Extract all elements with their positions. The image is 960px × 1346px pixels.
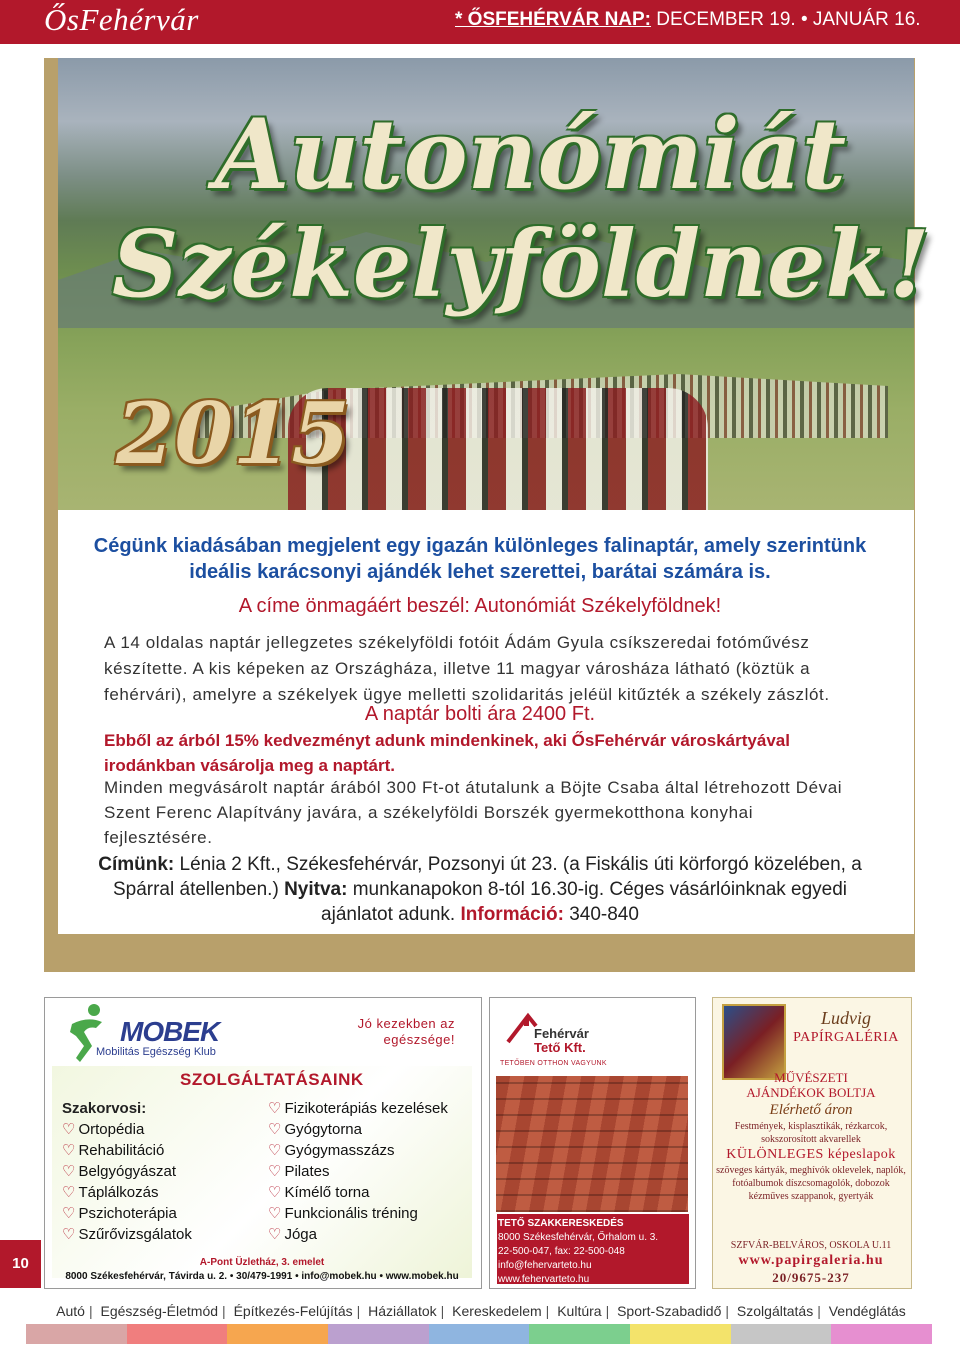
poster-title-line1: Autonómiát	[215, 98, 847, 211]
list-item: ♡ Pilates	[268, 1163, 330, 1180]
heart-icon: ♡	[62, 1226, 76, 1243]
ludvig-name: Ludvig	[820, 1008, 871, 1028]
footer-category[interactable]: Autó	[56, 1303, 85, 1319]
page-number: 10	[0, 1240, 41, 1288]
address-text: Lénia 2 Kft., Székesfehérvár, Pozsonyi út 23. (a Fiskális úti körforgó közelében, a Spárral átellenben.)	[112, 854, 862, 900]
list-item: ♡ Fizikoterápiás kezelések	[268, 1100, 448, 1117]
heart-icon: ♡	[268, 1205, 282, 1222]
color-segment	[26, 1324, 127, 1344]
teto-tagline: TETŐBEN OTTHON VAGYUNK	[500, 1060, 607, 1067]
ludvig-subtitle: PAPÍRGALÉRIA	[793, 1030, 899, 1045]
teto-address: 8000 Székesfehérvár, Őrhalom u. 3.	[498, 1232, 659, 1243]
color-segment	[429, 1324, 530, 1344]
discount-paragraph: Ebből az árból 15% kedvezményt adunk mindenkinek, aki ŐsFehérvár városkártyával irodánkban vásárolja meg a naptárt.	[104, 731, 790, 775]
poster-year: 2015	[116, 384, 350, 483]
info-phone: 340-840	[563, 904, 639, 925]
event-date-text: DECEMBER 19. • JANUÁR 16.	[651, 9, 921, 30]
heart-icon: ♡	[268, 1121, 282, 1138]
mobek-address-line1: A-Pont Üzletház, 3. emelet	[199, 1257, 325, 1268]
body-paragraph-1: A 14 oldalas naptár jellegzetes székelyföldi fotóit Ádám Gyula csíkszeredai fotóművész készítette. A kis képeken az Országháza, illetve 11 magyar városháza látható (köztük a fehérvári), amelyre a székelyek ügye melletti szolidaritás jeléül kitűzték a székely zászlót.	[104, 633, 830, 704]
list-item: ♡ Szűrővizsgálatok	[62, 1226, 192, 1243]
color-segment	[227, 1324, 328, 1344]
opening-label: Nyitva:	[284, 879, 348, 900]
list-item: ♡ Gyógymasszázs	[268, 1142, 395, 1159]
teto-title: TETŐ SZAKKERESKEDÉS	[498, 1218, 624, 1229]
mobek-brand-name: MOBEK	[120, 1016, 220, 1047]
teto-brand-line1: Fehérvár	[534, 1026, 589, 1041]
list-item: ♡ Belgyógyászat	[62, 1163, 177, 1180]
ludvig-line1: MŰVÉSZETI	[774, 1070, 848, 1085]
category-color-bar	[26, 1324, 932, 1344]
ludvig-line6: szöveges kártyák, meghívók oklevelek, naplók, fotóalbumok díszcsomagolók, dobozok kézműves szappanok, gyertyák	[716, 1165, 906, 1202]
heart-icon: ♡	[62, 1205, 76, 1222]
price-line: A naptár bolti ára 2400 Ft.	[364, 703, 596, 725]
opening-text: munkanapokon 8-tól 16.30-ig. Céges vásárlóinknak egyedi ajánlatot adunk.	[321, 879, 848, 925]
specialist-title: Szakorvosi:	[62, 1100, 147, 1117]
address-block	[90, 852, 870, 927]
heart-icon: ♡	[268, 1163, 282, 1180]
heart-icon: ♡	[62, 1163, 76, 1180]
heart-icon: ♡	[268, 1142, 282, 1159]
list-item: ♡ Pszichoterápia	[62, 1205, 177, 1222]
list-item: ♡ Ortopédia	[62, 1121, 145, 1138]
address-label: Címünk:	[98, 854, 175, 875]
services-title: SZOLGÁLTATÁSAINK	[180, 1070, 364, 1089]
list-item: ♡ Rehabilitáció	[62, 1142, 165, 1159]
mobek-address-line2: 8000 Székesfehérvár, Távirda u. 2. • 30/479-1991 • info@mobek.hu • www.mobek.hu	[65, 1271, 459, 1282]
mobek-slogan: Jó kezekben az egészsége!	[357, 1016, 455, 1047]
services-list	[268, 1098, 448, 1245]
list-item: ♡ Funkcionális tréning	[268, 1205, 418, 1222]
osfehervar-logo: ŐsFehérvár	[44, 2, 199, 37]
ludvig-line4: Festmények, kisplasztikák, rézkarcok, sokszorosított akvarellek	[734, 1121, 888, 1145]
dancers-silhouette	[288, 388, 708, 510]
heart-icon: ♡	[62, 1184, 76, 1201]
list-item: ♡ Gyógytorna	[268, 1121, 362, 1138]
event-date-prefix: * ŐSFEHÉRVÁR NAP:	[455, 9, 652, 30]
color-segment	[529, 1324, 630, 1344]
ludvig-line3: Elérhető áron	[769, 1102, 853, 1118]
specialist-list	[62, 1119, 192, 1245]
teto-email: info@fehervarteto.hu	[498, 1260, 592, 1271]
color-segment	[127, 1324, 228, 1344]
heart-icon: ♡	[62, 1142, 76, 1159]
heart-icon: ♡	[268, 1184, 282, 1201]
footer-category[interactable]: Háziállatok	[368, 1303, 437, 1319]
list-item: ♡ Táplálkozás	[62, 1184, 159, 1201]
heart-icon: ♡	[62, 1121, 76, 1138]
ludvig-line2: AJÁNDÉKOK BOLTJA	[746, 1085, 876, 1100]
color-segment	[731, 1324, 832, 1344]
lead-paragraph: Cégünk kiadásában megjelent egy igazán különleges falinaptár, amely szerintünk ideális karácsonyi ajándék lehet szerettei, barátai számára is.	[93, 535, 867, 583]
ludvig-line5: KÜLÖNLEGES képeslapok	[726, 1147, 896, 1162]
footer-category[interactable]: Szolgáltatás	[736, 1303, 814, 1319]
ludvig-address: SZFVÁR-BELVÁROS, OSKOLA U.11	[730, 1240, 892, 1251]
body-paragraph-2: Minden megvásárolt naptár árából 300 Ft-ot átutalunk a Böjte Csaba által létrehozott Dévai Szent Ferenc Alapítvány javára, a székelyföldi Borszék gyermekotthona konyhai fejlesztésére.	[104, 778, 843, 847]
list-item: ♡ Kímélő torna	[268, 1184, 370, 1201]
event-date-line	[455, 9, 921, 31]
calendar-title-sentence: A címe önmagáért beszél: Autonómiát Székelyföldnek!	[238, 595, 722, 617]
list-item: ♡ Jóga	[268, 1226, 317, 1243]
mobek-brand-subtitle: Mobilitás Egészség Klub	[96, 1046, 216, 1058]
teto-brand-line2: Tető Kft.	[534, 1040, 586, 1055]
mobek-address	[52, 1256, 472, 1284]
roof-tiles-photo	[496, 1076, 688, 1212]
teto-web: www.fehervarteto.hu	[498, 1274, 590, 1285]
ludvig-description	[716, 1060, 906, 1203]
footer-category[interactable]: Kereskedelem	[452, 1303, 542, 1319]
info-label: Információ:	[460, 904, 564, 925]
heart-icon: ♡	[268, 1226, 282, 1243]
color-segment	[630, 1324, 731, 1344]
footer-category-nav: Autó | Egészség-Életmód | Építkezés-Felújítás | Háziállatok | Kereskedelem | Kultúra | Sport-Szabadidő | Szolgáltatás | Vendéglátás	[56, 1303, 906, 1319]
footer-category[interactable]: Sport-Szabadidő	[617, 1303, 722, 1319]
ludvig-phone: 20/9675-237	[772, 1270, 850, 1285]
color-segment	[831, 1324, 932, 1344]
teto-contact	[498, 1217, 688, 1287]
color-segment	[328, 1324, 429, 1344]
heart-icon: ♡	[268, 1100, 282, 1117]
footer-category[interactable]: Kultúra	[557, 1303, 602, 1319]
teto-phone: 22-500-047, fax: 22-500-048	[498, 1246, 625, 1257]
footer-category[interactable]: Építkezés-Felújítás	[233, 1303, 353, 1319]
footer-category[interactable]: Vendéglátás	[828, 1303, 906, 1319]
ludvig-website: www.papirgaleria.hu	[738, 1253, 884, 1268]
footer-category[interactable]: Egészség-Életmód	[100, 1303, 219, 1319]
poster-title-line2: Székelyföldnek!	[112, 210, 930, 318]
